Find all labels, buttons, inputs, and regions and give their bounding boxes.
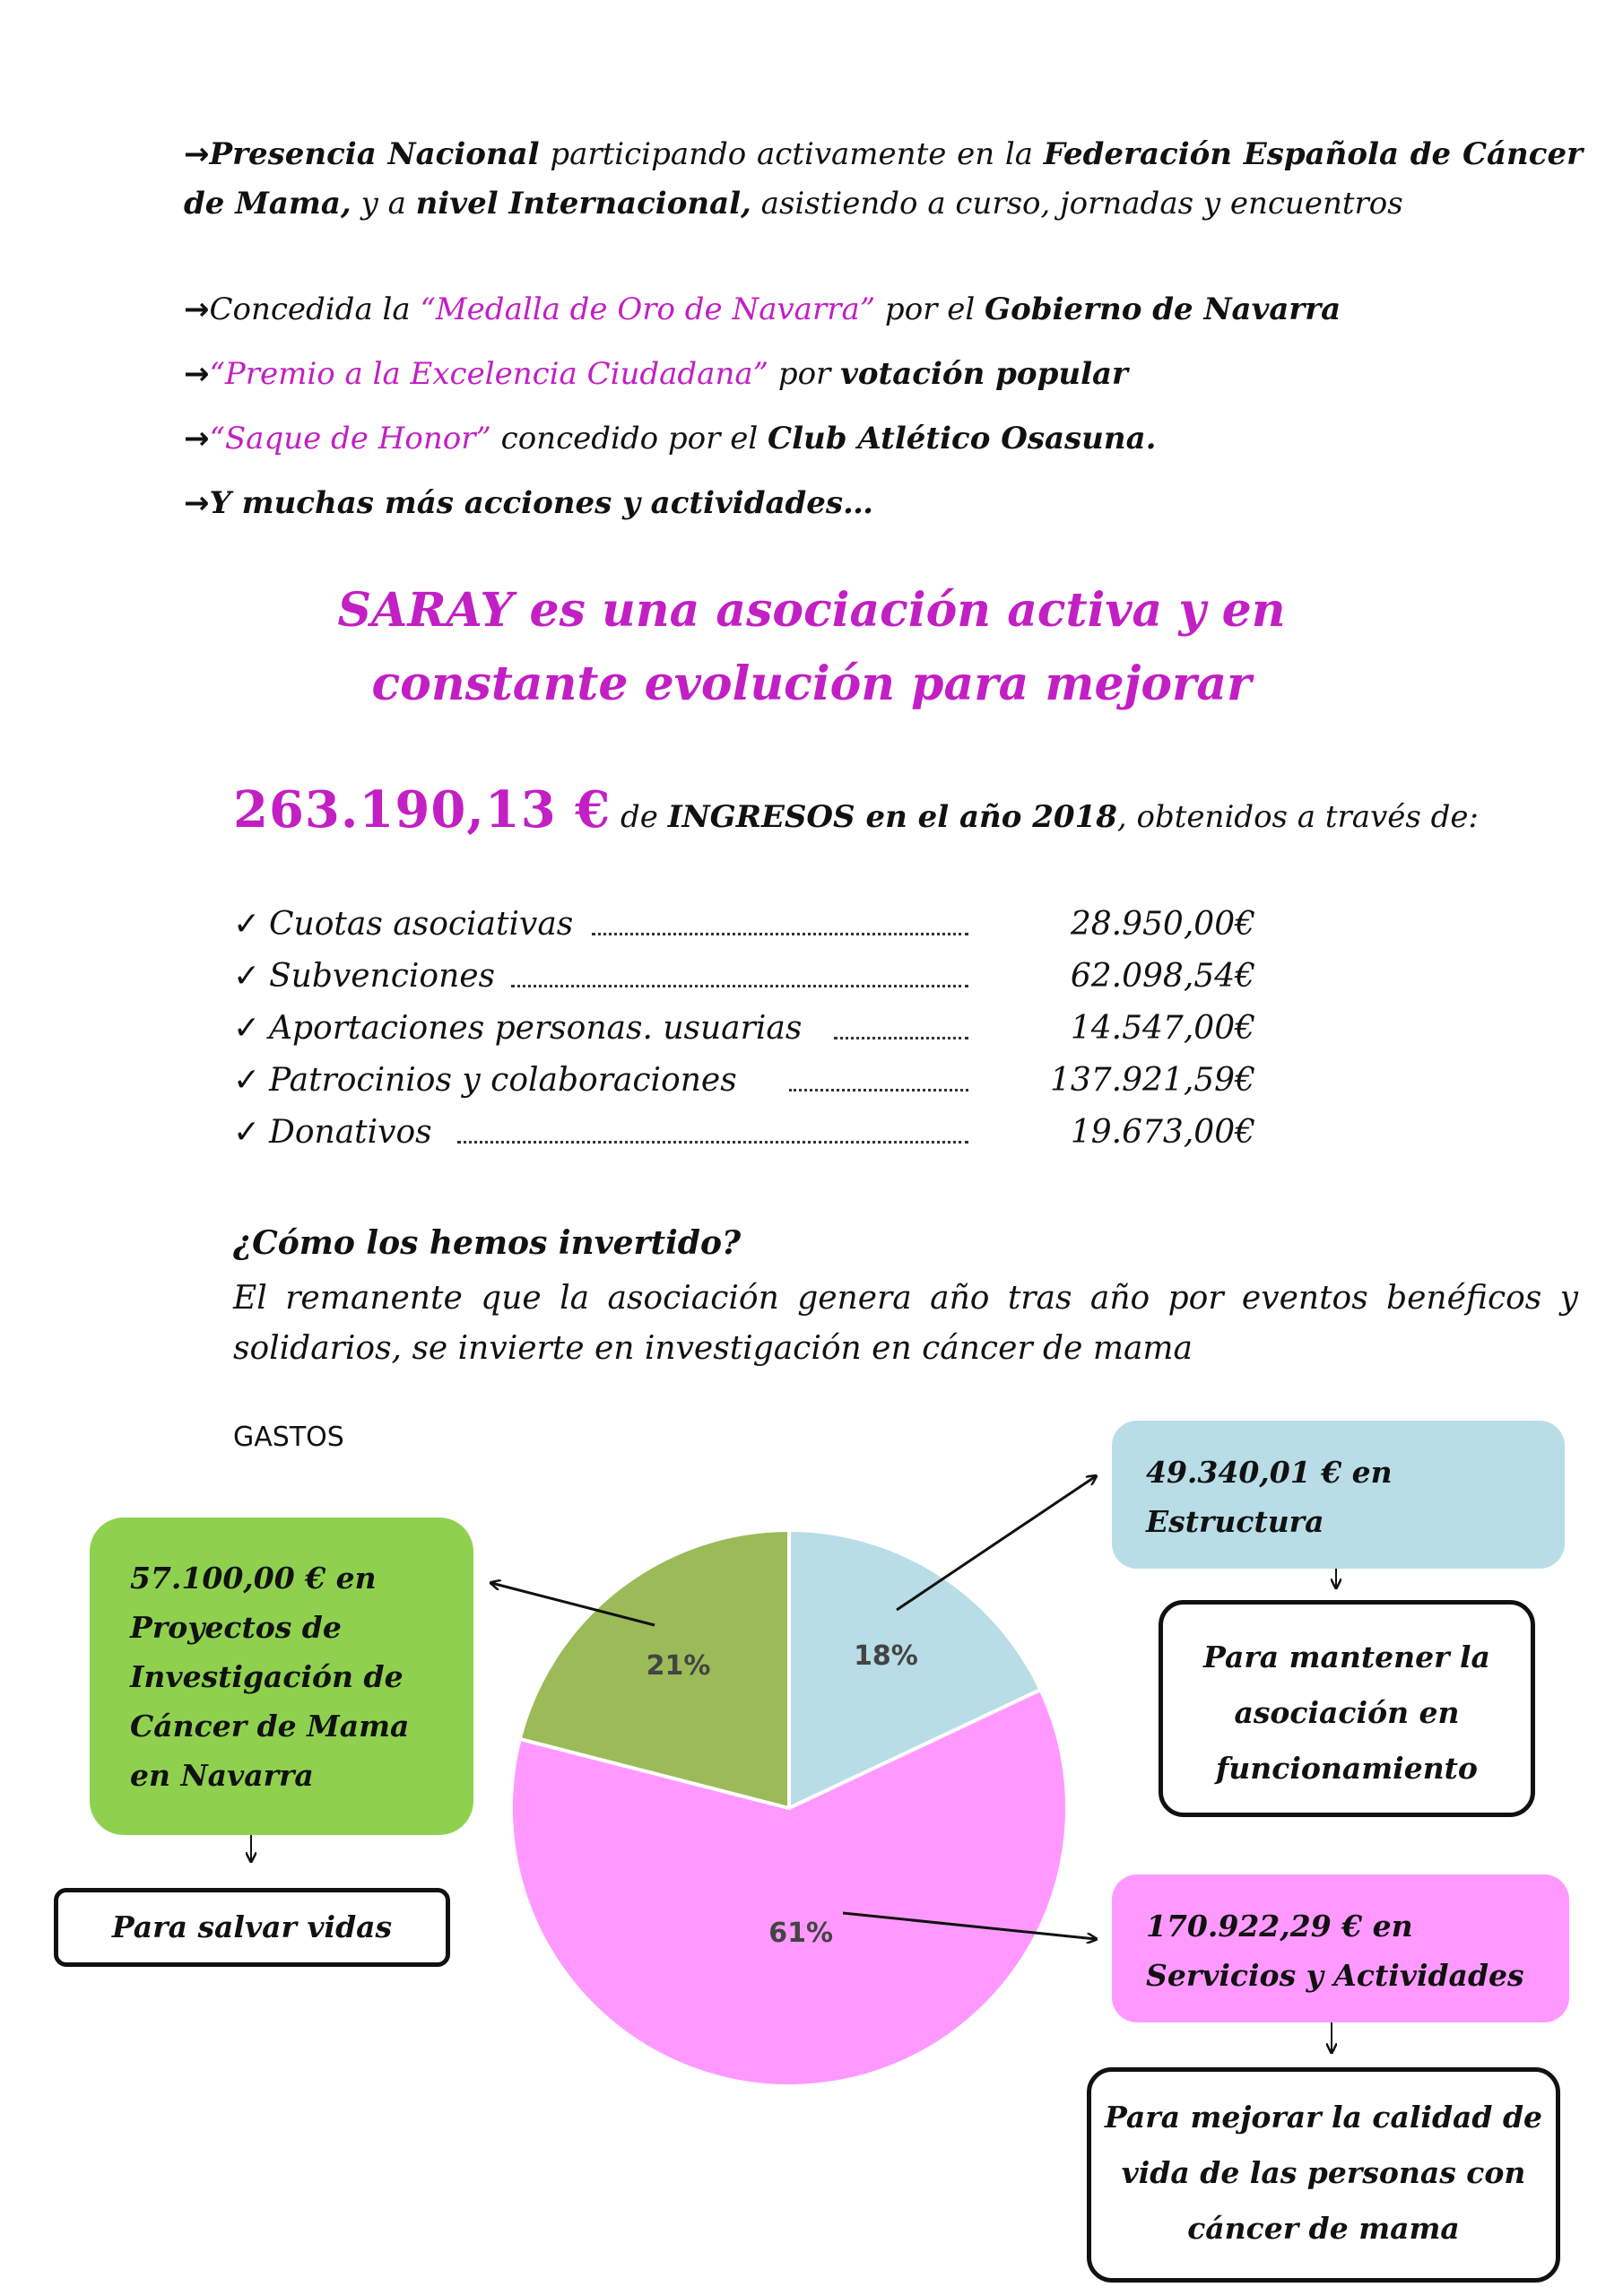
- expenses-heading: GASTOS: [233, 1422, 344, 1453]
- arrow-to-structure: [897, 1476, 1096, 1610]
- investment-text: El remanente que la asociación genera año tras año por eventos benéficos y solidarios, se invierte en investigación en cáncer de mama: [233, 1280, 1578, 1367]
- income-bold: INGRESOS en el año 2018: [667, 799, 1117, 835]
- pie-slice-label: 61%: [768, 1917, 834, 1949]
- check-icon: ✓: [233, 958, 261, 995]
- income-post: , obtenidos a través de:: [1116, 799, 1479, 835]
- check-icon: ✓: [233, 1010, 261, 1047]
- arrow-right-icon: →: [184, 356, 210, 392]
- income-label: Cuotas asociativas: [269, 906, 574, 943]
- income-amount: 137.921,59€: [1049, 1062, 1255, 1099]
- highlight-text: “Saque de Honor”: [209, 421, 491, 457]
- services-callout: 170.922,29 € en Servicios y Actividades: [1112, 1874, 1569, 2022]
- pie-slice-label: 21%: [646, 1649, 711, 1682]
- investment-question: ¿Cómo los hemos invertido?: [233, 1224, 742, 1262]
- arrow-right-icon: →: [184, 485, 210, 521]
- highlight-text: concedido por el: [490, 421, 768, 457]
- research-callout: 57.100,00 € en Proyectos de Investigación de Cáncer de Mama en Navarra: [90, 1518, 473, 1835]
- highlight-text: por el: [875, 291, 985, 327]
- highlight-text: Concedida la: [209, 291, 421, 327]
- structure-callout: 49.340,01 € en Estructura: [1112, 1421, 1565, 1569]
- highlight-text: Y muchas más acciones y actividades…: [209, 485, 874, 521]
- highlight-text: asistiendo a curso, jornadas y encuentros: [751, 186, 1403, 222]
- income-label: Patrocinios y colaboraciones: [269, 1062, 737, 1099]
- arrow-right-icon: →: [184, 136, 210, 172]
- income-amount: 28.950,00€: [1070, 906, 1255, 943]
- income-amount: 14.547,00€: [1070, 1010, 1255, 1047]
- highlight-text: votación popular: [840, 356, 1128, 392]
- research-goal-box: Para salvar vidas: [54, 1888, 450, 1967]
- highlight-text: Gobierno de Navarra: [985, 291, 1341, 327]
- income-amount: 62.098,54€: [1070, 958, 1255, 995]
- highlight-text: “Premio a la Excelencia Ciudadana”: [209, 356, 769, 392]
- income-label: Subvenciones: [269, 958, 496, 995]
- headline: SARAY es una asociación activa y en constante evolución para mejorar: [337, 583, 1286, 711]
- income-total: 263.190,13 €: [233, 780, 612, 839]
- income-label: Donativos: [269, 1114, 432, 1151]
- income-amount: 19.673,00€: [1070, 1114, 1255, 1151]
- services-goal-box: Para mejorar la calidad de vida de las personas con cáncer de mama: [1087, 2067, 1560, 2283]
- income-pre: de: [620, 799, 658, 835]
- highlight-text: Presencia Nacional: [209, 136, 540, 172]
- check-icon: ✓: [233, 1114, 261, 1151]
- income-label: Aportaciones personas. usuarias: [269, 1010, 803, 1047]
- highlight-text: “Medalla de Oro de Navarra”: [420, 291, 876, 327]
- highlight-text: Club Atlético Osasuna.: [768, 421, 1157, 457]
- arrow-right-icon: →: [184, 291, 210, 327]
- structure-goal-box: Para mantener la asociación en funcionamiento: [1159, 1600, 1535, 1817]
- pie-slice-label: 18%: [854, 1639, 918, 1672]
- highlight-text: por: [768, 356, 841, 392]
- highlight-text: participando activamente en la: [539, 136, 1044, 172]
- check-icon: ✓: [233, 1062, 261, 1099]
- highlight-text: y a: [351, 186, 416, 222]
- check-icon: ✓: [233, 906, 261, 943]
- arrow-right-icon: →: [184, 421, 210, 457]
- highlight-text: Federación Española de Cáncer de Mama,: [184, 136, 1584, 222]
- highlight-text: nivel Internacional,: [415, 186, 751, 222]
